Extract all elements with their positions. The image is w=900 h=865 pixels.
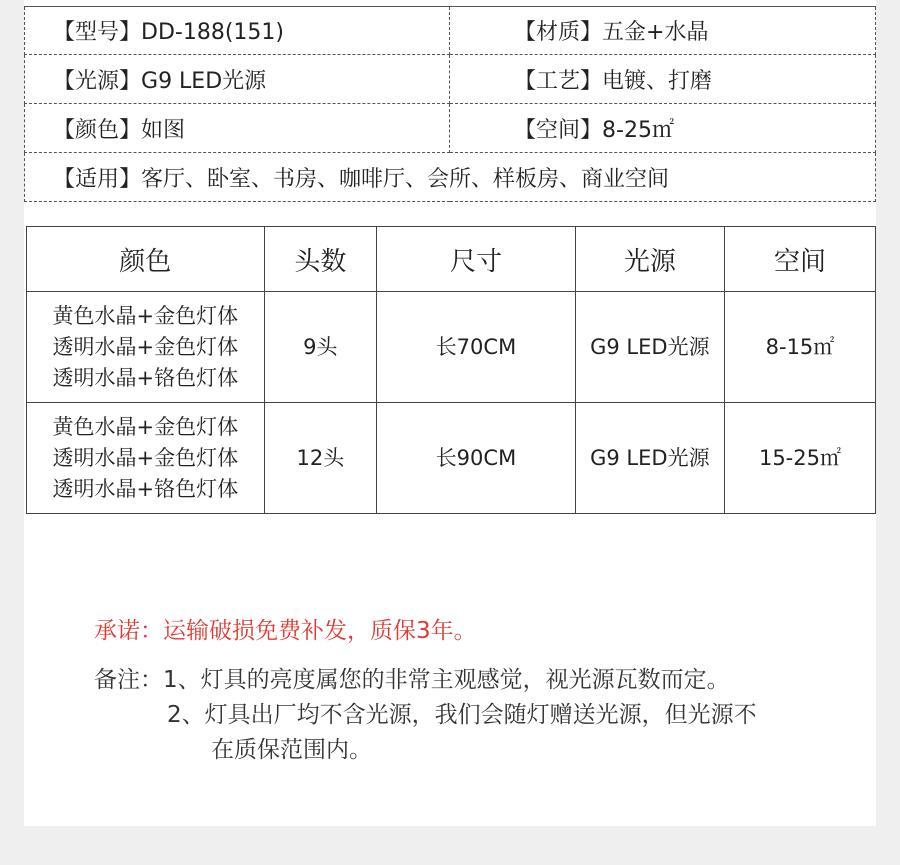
cell-space: 8-15㎡	[724, 292, 875, 403]
spec-cell-craft	[450, 55, 876, 104]
table-row	[27, 403, 876, 514]
spec-label: 【颜色】	[53, 117, 142, 143]
color-option: 透明水晶+铬色灯体	[52, 365, 239, 390]
spec-value: 客厅、卧室、书房、咖啡厅、会所、样板房、商业空间	[141, 166, 670, 192]
spec-label: 【工艺】	[514, 68, 603, 94]
header-color: 颜色	[27, 227, 265, 292]
cell-colors	[27, 292, 265, 403]
spec-row	[25, 55, 876, 104]
spec-cell-usage	[25, 153, 876, 202]
spec-row	[25, 7, 876, 55]
product-table-header	[27, 227, 876, 292]
cell-heads: 9头	[264, 292, 377, 403]
note-line-1: 备注：1、灯具的亮度属您的非常主观感觉，视光源瓦数而定。	[94, 667, 730, 693]
color-option: 黄色水晶+金色灯体	[52, 414, 239, 439]
color-option: 透明水晶+铬色灯体	[52, 476, 239, 501]
spec-value: 8-25㎡	[602, 117, 674, 143]
spec-row	[25, 153, 876, 202]
notes-block	[94, 663, 757, 768]
cell-size: 长70CM	[377, 292, 576, 403]
spec-value: DD-188(151)	[141, 20, 284, 45]
spec-row	[25, 104, 876, 153]
product-spec-sheet	[24, 0, 876, 826]
spec-value: 电镀、打磨	[602, 68, 713, 94]
cell-light: G9 LED光源	[575, 403, 724, 514]
spec-cell-color	[25, 104, 450, 153]
spec-value: 如图	[141, 117, 186, 143]
color-option: 透明水晶+金色灯体	[52, 445, 239, 470]
spec-value: 五金+水晶	[602, 20, 709, 45]
cell-light: G9 LED光源	[575, 292, 724, 403]
spec-label: 【空间】	[514, 117, 603, 143]
header-space: 空间	[724, 227, 875, 292]
spec-cell-space	[450, 104, 876, 153]
spec-cell-material	[450, 7, 876, 55]
cell-colors	[27, 403, 265, 514]
spec-label: 【适用】	[53, 166, 142, 192]
cell-space: 15-25㎡	[724, 403, 875, 514]
spec-cell-light-source	[25, 55, 450, 104]
note-line-2: 2、灯具出厂均不含光源，我们会随灯赠送光源，但光源不	[167, 702, 757, 728]
note-line-3: 在质保范围内。	[211, 737, 372, 763]
spec-cell-model	[25, 7, 450, 55]
spec-table	[24, 6, 876, 202]
product-table	[26, 226, 876, 514]
cell-heads: 12头	[264, 403, 377, 514]
color-option: 透明水晶+金色灯体	[52, 334, 239, 359]
warranty-promise: 承诺：运输破损免费补发，质保3年。	[94, 618, 477, 644]
spec-label: 【材质】	[514, 20, 603, 45]
header-size: 尺寸	[377, 227, 576, 292]
cell-size: 长90CM	[377, 403, 576, 514]
header-light: 光源	[575, 227, 724, 292]
spec-value: G9 LED光源	[141, 68, 267, 94]
header-heads: 头数	[264, 227, 377, 292]
spec-label: 【型号】	[53, 20, 142, 45]
table-row	[27, 292, 876, 403]
color-option: 黄色水晶+金色灯体	[52, 303, 239, 328]
spec-label: 【光源】	[53, 68, 142, 94]
